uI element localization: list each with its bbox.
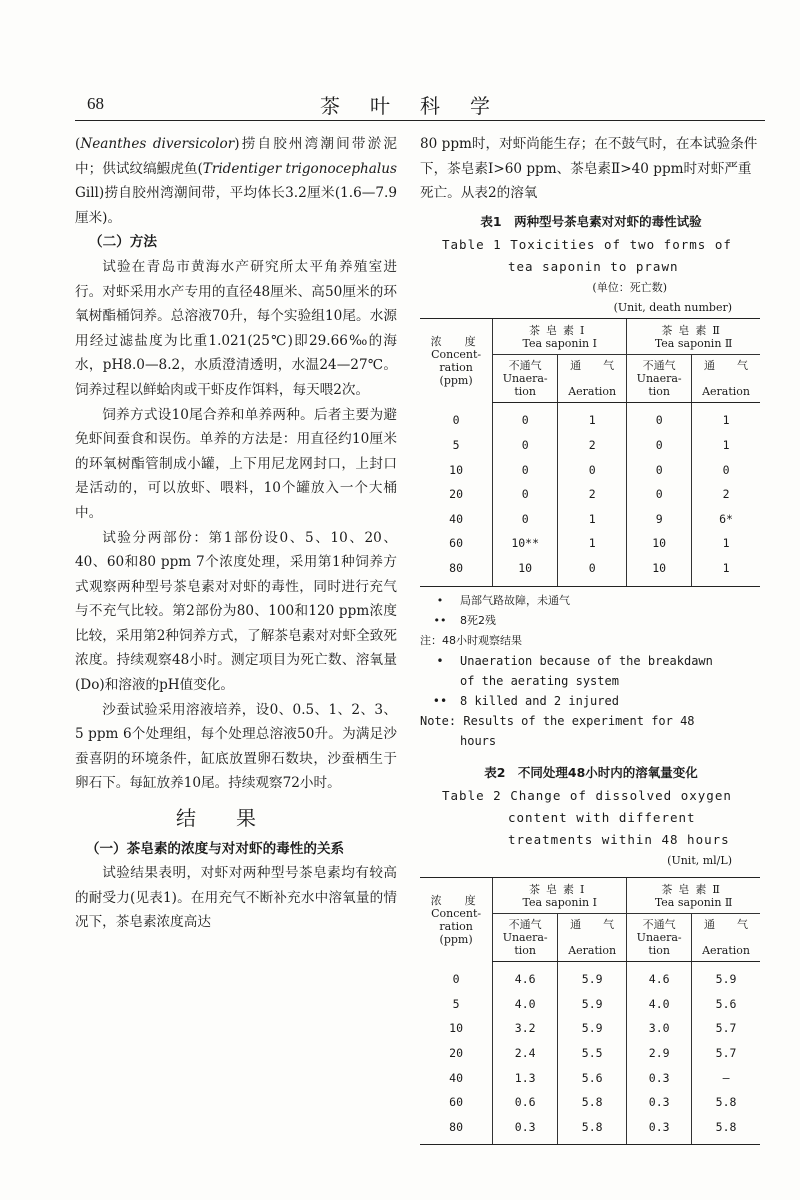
- note-mark: •: [436, 653, 444, 668]
- cell-conc: 10: [449, 462, 464, 477]
- note-star2-en: [420, 691, 762, 711]
- aer-cn: 通 气: [704, 359, 749, 373]
- aer-cn: 通 气: [704, 918, 749, 932]
- note-mark: ••: [433, 613, 447, 627]
- table-row: [420, 458, 760, 483]
- cell-s2-unaer: 2.9: [627, 1041, 692, 1066]
- cell-s1-aer: 2: [558, 482, 627, 507]
- cell-s2-unaer: 4.6: [627, 962, 692, 992]
- table2-header-aeration-2: [692, 914, 760, 962]
- latin-name-neanthes: Neanthes diversicolor: [80, 136, 235, 152]
- cell-s1-aer: 5.8: [558, 1115, 627, 1145]
- table2-title-en: [420, 785, 762, 851]
- latin-name-tridentiger: Tridentiger trigonocephalus: [202, 160, 397, 177]
- conc-en-3: (ppm): [439, 374, 473, 388]
- cell-s1-unaer: 4.0: [493, 992, 558, 1017]
- table1-header-unaeration-2: [627, 355, 692, 403]
- unaer-en-2: tion: [514, 385, 536, 399]
- table1-header-saponin1: [493, 319, 627, 355]
- cell-s1-aer: 5.6: [558, 1066, 627, 1091]
- conc-cn: 浓 度: [430, 335, 482, 349]
- table1-notes: [420, 591, 762, 751]
- unaer-cn: 不通气: [642, 918, 676, 932]
- cell-s2-aer: 1: [692, 433, 760, 458]
- cell-s2-unaer: 0: [627, 482, 692, 507]
- cell-s2-aer: 5.6: [692, 992, 760, 1017]
- paragraph-rearing: 饲养方式设10尾合养和单养两种。后者主要为避免虾间蚕食和误伤。单养的方法是：用直径约10厘米的环氧树酯管制成小罐，上下用尼龙网封口，上封口是活动的，可以放虾、喂料，10个罐放入一个大桶中。: [75, 406, 397, 521]
- cell-conc: 60: [449, 1095, 464, 1110]
- cell-s1-unaer: 0: [493, 458, 558, 483]
- cell-conc: 0: [452, 971, 460, 986]
- unaer-en-1: Unaera-: [636, 931, 682, 945]
- cell-conc: 5: [452, 996, 460, 1011]
- unaer-en-1: Unaera-: [502, 931, 548, 945]
- group2-en: Tea saponin Ⅱ: [654, 896, 733, 910]
- cell-s2-aer: —: [692, 1066, 760, 1091]
- table-row: [420, 1115, 760, 1145]
- paragraph-results: 试验结果表明，对虾对两种型号茶皂素均有较高的耐受力(见表1)。在用充气不断补充水中溶氧量的情况下，茶皂素浓度高达: [75, 865, 397, 931]
- paren-open: (: [75, 136, 81, 152]
- left-column: [75, 132, 397, 935]
- note-star1-en: [420, 651, 762, 671]
- conc-cn: 浓 度: [430, 893, 482, 907]
- table2: [420, 877, 760, 1145]
- table-row: [420, 531, 760, 556]
- note-text: 8 killed and 2 injured: [460, 693, 619, 708]
- table-row: [420, 507, 760, 532]
- table-row: [420, 482, 760, 507]
- cell-conc: 60: [449, 536, 464, 551]
- unaer-en-2: tion: [648, 944, 670, 958]
- journal-title: 茶叶科学: [320, 94, 520, 118]
- table-row: [420, 992, 760, 1017]
- unaer-cn: 不通气: [508, 918, 542, 932]
- cell-s2-unaer: 9: [627, 507, 692, 532]
- cell-s1-unaer: 0.3: [493, 1115, 558, 1145]
- table1-header-aeration-1: [558, 355, 627, 403]
- table-row: [420, 1090, 760, 1115]
- table2-header-unaeration-2: [627, 914, 692, 962]
- note-star2-cn: [420, 611, 762, 631]
- unaer-en-1: Unaera-: [636, 372, 682, 386]
- table2-title-en-line3: treatments within 48 hours: [508, 832, 730, 848]
- cell-s2-aer: 5.7: [692, 1016, 760, 1041]
- table-row: [420, 556, 760, 586]
- group1-en: Tea saponin Ⅰ: [522, 337, 597, 351]
- note-text: 8死2残: [460, 613, 496, 627]
- cell-conc: 20: [449, 1045, 464, 1060]
- cell-s1-unaer: 10**: [493, 531, 558, 556]
- unaer-en-1: Unaera-: [502, 372, 548, 386]
- cell-conc: 80: [420, 556, 493, 586]
- table-row: [420, 1041, 760, 1066]
- cell-s1-unaer: 3.2: [493, 1016, 558, 1041]
- cell-s1-aer: 5.9: [558, 992, 627, 1017]
- cell-s2-aer: 2: [692, 482, 760, 507]
- cell-s1-unaer: 2.4: [493, 1041, 558, 1066]
- cell-s1-aer: 0: [558, 458, 627, 483]
- table2-title-cn: 表2 不同处理48小时内的溶氧量变化: [484, 764, 698, 780]
- conc-en-2: ration: [439, 919, 473, 933]
- cell-s2-unaer: 3.0: [627, 1016, 692, 1041]
- cell-s1-unaer: 0: [493, 482, 558, 507]
- table1-header-unaeration-1: [493, 355, 558, 403]
- conc-en-1: Concent-: [431, 906, 482, 920]
- cell-s1-unaer: 0: [493, 507, 558, 532]
- table1-caption: [420, 210, 762, 319]
- right-column: [420, 132, 762, 1145]
- table2-header-saponin2: [627, 878, 760, 914]
- cell-s2-unaer: 4.0: [627, 992, 692, 1017]
- cell-conc: 20: [449, 487, 464, 502]
- note-general-en-cont: hours: [460, 733, 497, 748]
- note-mark: •: [436, 593, 444, 607]
- aer-en: Aeration: [568, 385, 617, 399]
- section-heading-methods: （二）方法: [89, 234, 157, 251]
- conc-en-3: (ppm): [439, 932, 473, 946]
- table1-header-saponin2: [627, 319, 760, 355]
- aer-en: Aeration: [568, 944, 617, 958]
- table1-header-aeration-2: [692, 355, 760, 403]
- cell-s1-aer: 1: [558, 531, 627, 556]
- group2-cn: 茶皂素Ⅱ: [661, 324, 726, 338]
- table2-header-aeration-1: [558, 914, 627, 962]
- note-mark: ••: [432, 693, 448, 708]
- cell-s2-aer: 1: [692, 531, 760, 556]
- note-general-cn: 注：48小时观察结果: [420, 633, 522, 647]
- paragraph-setup: 试验在青岛市黄海水产研究所太平角养殖室进行。对虾采用水产专用的直径48厘米、高50厘米的环氧树酯桶饲养。总溶液70升，每个实验组10尾。水源用经过滤盐度为比重1.021(25℃)即29.66‰的海水，pH8.0—8.2，水质澄清透明，水温24—27℃。饲养过程以鲜蛤肉或干虾皮作饵料，每天喂2次。: [75, 258, 397, 398]
- table-row: [420, 403, 760, 433]
- unaer-cn: 不通气: [642, 359, 676, 373]
- cell-s2-aer: 1: [692, 556, 760, 586]
- cell-s2-aer: 6*: [692, 507, 760, 532]
- cell-s1-aer: 1: [558, 403, 627, 433]
- cell-s1-aer: 1: [558, 507, 627, 532]
- cell-s2-aer: 5.8: [692, 1090, 760, 1115]
- paragraph-continued: 80 ppm时，对虾尚能生存；在不鼓气时，在本试验条件下，茶皂素Ⅰ>60 ppm、茶皂素Ⅱ>40 ppm时对虾严重死亡。从表2的溶氧: [420, 136, 758, 202]
- cell-s1-unaer: 0: [493, 403, 558, 433]
- cell-conc: 40: [449, 511, 464, 526]
- header-rule: [75, 120, 765, 121]
- table1: [420, 318, 760, 586]
- table2-caption: [420, 761, 762, 872]
- table2-title-en-line2: content with different: [508, 810, 696, 826]
- table2-header-concentration: [420, 878, 493, 962]
- cell-s2-unaer: 10: [627, 531, 692, 556]
- cell-s2-aer: 5.9: [692, 962, 760, 992]
- table1-unit-en: (Unit, death number): [613, 301, 732, 315]
- cell-s1-aer: 5.5: [558, 1041, 627, 1066]
- cell-s1-unaer: 0.6: [493, 1090, 558, 1115]
- group1-en: Tea saponin Ⅰ: [522, 896, 597, 910]
- group2-en: Tea saponin Ⅱ: [654, 337, 733, 351]
- cell-s1-aer: 5.9: [558, 1016, 627, 1041]
- paragraph-species: [75, 132, 397, 230]
- table2-body: [420, 962, 760, 1145]
- cell-s2-unaer: 0: [627, 458, 692, 483]
- note-star1-cn: [420, 591, 762, 611]
- cell-s2-unaer: 0.3: [627, 1115, 692, 1145]
- paragraph-design: 试验分两部份：第1部份设0、5、10、20、40、60和80 ppm 7个浓度处理，采用第1种饲养方式观察两种型号茶皂素对对虾的毒性，同时进行充气与不充气比较。第2部份为80、100和120 ppm浓度比较，采用第2种饲养方式，了解茶皂素对对虾全致死浓度。持续观察48小时。测定项目为死亡数、溶氧量(Do)和溶液的pH值变化。: [75, 529, 397, 694]
- cell-s2-aer: 0: [692, 458, 760, 483]
- table1-body: [420, 403, 760, 586]
- table1-title-en-line1: Table 1 Toxicities of two forms of: [442, 237, 732, 253]
- cell-s1-unaer: 0: [493, 433, 558, 458]
- unaer-cn: 不通气: [508, 359, 542, 373]
- page-number: 68: [87, 94, 104, 113]
- cell-s2-unaer: 0.3: [627, 1066, 692, 1091]
- note-star1-en-cont: of the aerating system: [460, 673, 619, 688]
- cell-conc: 80: [420, 1115, 493, 1145]
- cell-s2-unaer: 10: [627, 556, 692, 586]
- table-row: [420, 1016, 760, 1041]
- conc-en-1: Concent-: [431, 348, 482, 362]
- table-row: [420, 1066, 760, 1091]
- aer-en: Aeration: [702, 385, 751, 399]
- aer-en: Aeration: [702, 944, 751, 958]
- cell-s1-aer: 5.8: [558, 1090, 627, 1115]
- paragraph-text: Gill)捞自胶州湾潮间带，平均体长3.2厘米(1.6—7.9厘米)。: [75, 185, 397, 226]
- section-heading-toxicity: （一）茶皂素的浓度与对对虾的毒性的关系: [85, 840, 345, 857]
- group2-cn: 茶皂素Ⅱ: [661, 883, 726, 897]
- table1-title-en: [420, 234, 762, 278]
- conc-en-2: ration: [439, 361, 473, 375]
- cell-s1-aer: 2: [558, 433, 627, 458]
- page-header: [75, 88, 765, 120]
- aer-cn: 通 气: [570, 918, 615, 932]
- cell-s1-unaer: 1.3: [493, 1066, 558, 1091]
- cell-s2-unaer: 0: [627, 433, 692, 458]
- note-text: Unaeration because of the breakdawn: [460, 653, 713, 668]
- cell-s1-aer: 5.9: [558, 962, 627, 992]
- cell-s2-aer: 5.8: [692, 1115, 760, 1145]
- cell-s2-unaer: 0: [627, 403, 692, 433]
- table2-unit-en: (Unit, ml/L): [667, 854, 732, 868]
- table1-unit-cn: (单位：死亡数): [592, 281, 667, 295]
- section-title-results: 结果: [176, 806, 296, 831]
- table-row: [420, 433, 760, 458]
- table1-title-cn: 表1 两种型号茶皂素对对虾的毒性试验: [480, 213, 702, 229]
- cell-conc: 0: [452, 413, 460, 428]
- cell-s1-unaer: 10: [493, 556, 558, 586]
- cell-s2-unaer: 0.3: [627, 1090, 692, 1115]
- table1-title-en-line2: tea saponin to prawn: [508, 259, 679, 275]
- cell-s2-aer: 5.7: [692, 1041, 760, 1066]
- table2-header-saponin1: [493, 878, 627, 914]
- cell-conc: 10: [449, 1021, 464, 1036]
- cell-conc: 40: [449, 1070, 464, 1085]
- cell-conc: 5: [452, 437, 460, 452]
- aer-cn: 通 气: [570, 359, 615, 373]
- unaer-en-2: tion: [514, 944, 536, 958]
- paragraph-text: )捞自胶州湾潮间带淤泥中；供试纹缟鰕虎鱼(: [75, 136, 397, 177]
- unaer-en-2: tion: [648, 385, 670, 399]
- group1-cn: 茶皂素Ⅰ: [529, 324, 591, 338]
- paragraph-nereis: 沙蚕试验采用溶液培养，设0、0.5、1、2、3、5 ppm 6个处理组，每个处理总溶液50升。为满足沙蚕喜阴的环境条件，缸底放置卵石数块，沙蚕栖生于卵石下。每缸放养10尾。持续观察72小时。: [75, 701, 397, 792]
- note-general-en: Note: Results of the experiment for 48: [420, 713, 695, 728]
- table2-title-en-line1: Table 2 Change of dissolved oxygen: [442, 788, 732, 804]
- table2-header-unaeration-1: [493, 914, 558, 962]
- note-text: 局部气路故障，未通气: [460, 593, 570, 607]
- table1-header-concentration: [420, 319, 493, 403]
- group1-cn: 茶皂素Ⅰ: [529, 883, 591, 897]
- table-row: [420, 962, 760, 992]
- cell-s2-aer: 1: [692, 403, 760, 433]
- cell-s1-unaer: 4.6: [493, 962, 558, 992]
- cell-s1-aer: 0: [558, 556, 627, 586]
